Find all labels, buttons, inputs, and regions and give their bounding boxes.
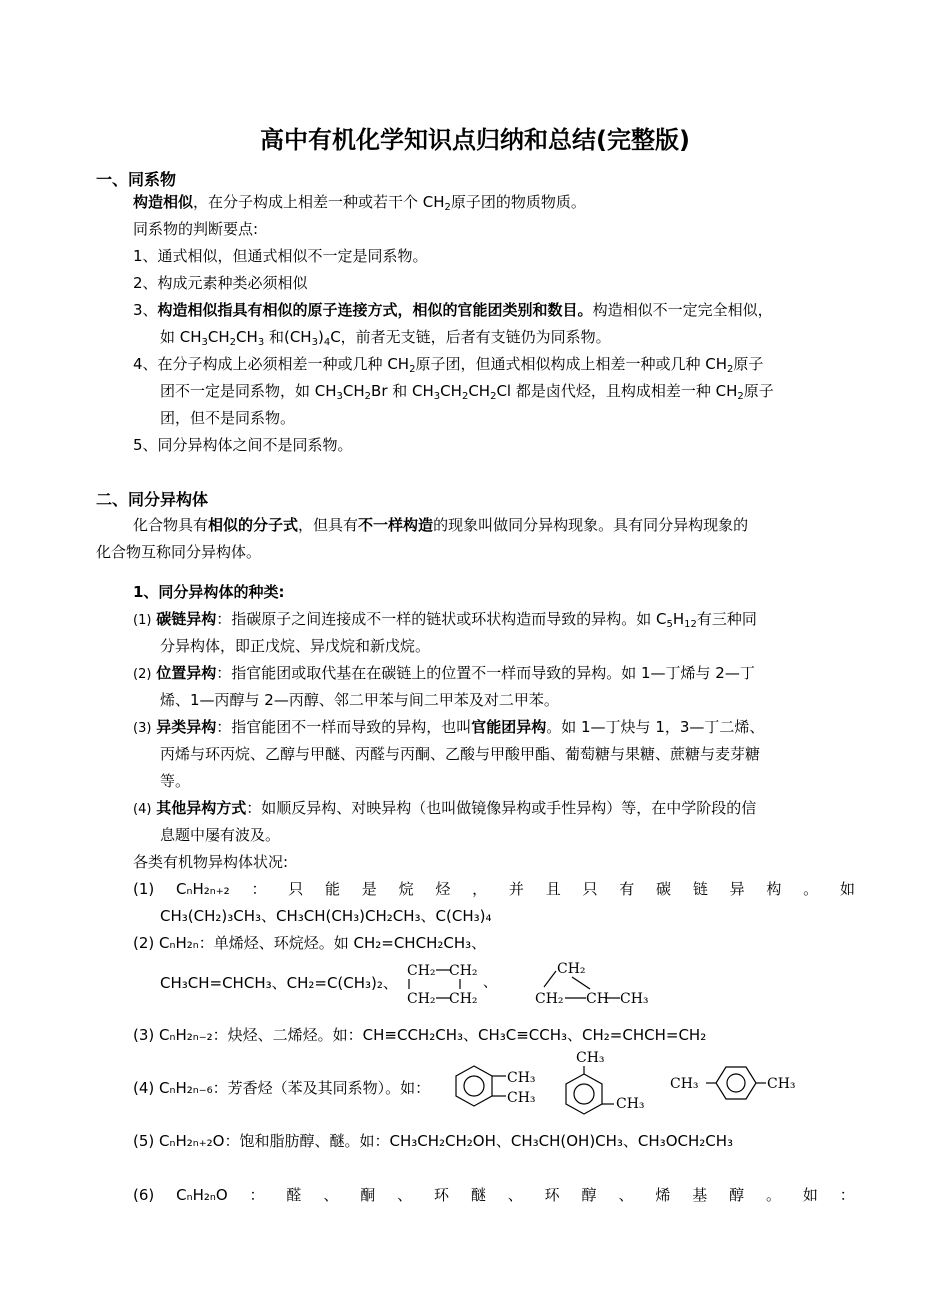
atom-label: CH₂	[449, 991, 478, 1007]
aromatic-circle	[464, 1076, 484, 1096]
spaced-word: 醇	[581, 1186, 597, 1204]
atom-label: CH₃	[507, 1090, 536, 1106]
spaced-word: ：	[249, 1186, 265, 1204]
sec1-item-5: 5、同分异构体之间不是同系物。	[133, 436, 353, 454]
spaced-word: 能	[325, 880, 341, 898]
sec2-definition-cont: 化合物互称同分异构体。	[96, 543, 262, 561]
methylcyclopropane-structure	[530, 955, 660, 1011]
spaced-word: 酮	[360, 1186, 376, 1204]
cyclobutane-structure	[400, 955, 500, 1011]
isomer-type-3-cont: 丙烯与环丙烷、乙醇与甲醚、丙醛与丙酮、乙酸与甲酸甲酯、葡萄糖与果糖、蔗糖与麦芽糖	[160, 745, 761, 763]
atom-label: CH₃	[670, 1076, 699, 1092]
p-xylene-structure	[668, 1062, 808, 1106]
spaced-word: 。	[803, 880, 819, 898]
atom-label: CH₃	[507, 1070, 536, 1086]
atom-label: CH₂	[407, 963, 436, 979]
spaced-word: 。	[766, 1186, 782, 1204]
atom-label: CH₃	[576, 1050, 605, 1066]
atom-label: CH₂	[449, 963, 478, 979]
spaced-word: 环	[544, 1186, 560, 1204]
spaced-word: 只	[582, 880, 598, 898]
isomer-type-1: (1) 碳链异构：指碳原子之间连接成不一样的链状或环状构造而导致的异构。如 $C_5H_{12}$有三种同	[133, 610, 757, 630]
spaced-word: ：	[839, 1186, 855, 1204]
atom-label: CH	[586, 991, 609, 1007]
spaced-word: 、	[323, 1186, 339, 1204]
isomer-type-2: (2) 位置异构：指官能团或取代基在在碳链上的位置不一样而导致的异构。如 1—丁烯与 2—丁	[133, 664, 755, 682]
spaced-word: 是	[361, 880, 377, 898]
spaced-word: 环	[433, 1186, 449, 1204]
spaced-word: 并	[508, 880, 524, 898]
spaced-word: 烯	[655, 1186, 671, 1204]
spaced-word: (1)	[133, 880, 155, 898]
case-2: (2) CₙH₂ₙ：单烯烃、环烷烃。如 CH₂=CHCH₂CH₃、	[133, 934, 487, 952]
spaced-word: 、	[618, 1186, 634, 1204]
isomer-type-4-cont: 息题中屡有波及。	[160, 826, 281, 844]
sec1-item-2: 2、构成元素种类必须相似	[133, 274, 308, 292]
spaced-word: 如	[839, 880, 855, 898]
isomer-type-3-cont2: 等。	[160, 772, 191, 790]
spaced-word: 链	[692, 880, 708, 898]
spaced-word: 如	[802, 1186, 818, 1204]
spaced-word: 、	[507, 1186, 523, 1204]
sec1-item-4: 4、在分子构成上必须相差一种或几种 $CH_2$原子团，但通式相似构成上相差一种或几种 $CH_2$原子	[133, 355, 764, 375]
spaced-word: 烃	[435, 880, 451, 898]
isomer-type-1-cont: 分异构体，即正戊烷、异戊烷和新戊烷。	[160, 637, 431, 655]
spaced-word: 构	[766, 880, 782, 898]
section-heading-homologues: 一、同系物	[96, 170, 177, 189]
spaced-word: 碳	[656, 880, 672, 898]
bond	[544, 971, 556, 987]
spaced-word: 异	[729, 880, 745, 898]
sec1-item-3: 3、构造相似指具有相似的原子连接方式，相似的官能团类别和数目。构造相似不一定完全相似，	[133, 301, 773, 319]
benzene-ring	[456, 1066, 492, 1106]
sec1-item-4-cont: 团不一定是同系物，如 $CH_3CH_2Br$ 和 $CH_3CH_2CH_2Cl$ 都是卤代烃，且构成相差一种 $CH_2$原子	[160, 382, 774, 402]
sec1-item-4-cont2: 团，但不是同系物。	[160, 409, 296, 427]
section-heading-isomers: 二、同分异构体	[96, 490, 209, 509]
case-1-line	[133, 876, 855, 903]
atom-label: CH₂	[407, 991, 436, 1007]
case-4: (4) CₙH₂ₙ₋₆：芳香烃（苯及其同系物）。如：	[133, 1079, 431, 1097]
sub-heading-isomer-types: 1、同分异构体的种类:	[133, 583, 285, 601]
isomer-cases-intro: 各类有机物异构体状况:	[133, 853, 289, 871]
spaced-word: 只	[288, 880, 304, 898]
spaced-word: ，	[472, 880, 488, 898]
case-3: (3) CₙH₂ₙ₋₂：炔烃、二烯烃。如：CH≡CCH₂CH₃、CH₃C≡CCH₃、CH₂=CHCH=CH₂	[133, 1026, 707, 1044]
atom-label: CH₂	[535, 991, 564, 1007]
spaced-word: ：	[251, 880, 267, 898]
bond	[572, 977, 590, 989]
atom-label: CH₃	[767, 1076, 796, 1092]
sec1-criteria-intro: 同系物的判断要点:	[133, 220, 259, 238]
spaced-word: 醇	[729, 1186, 745, 1204]
sec1-item-1: 1、通式相似，但通式相似不一定是同系物。	[133, 247, 428, 265]
bold-term: 构造相似	[133, 193, 194, 211]
atom-label: CH₃	[620, 991, 649, 1007]
isomer-type-3: (3) 异类异构：指官能团不一样而导致的异构，也叫官能团异构。如 1—丁炔与 1，3—丁二烯、	[133, 718, 765, 736]
sec1-definition: 构造相似，在分子构成上相差一种或若干个 $CH_2$原子团的物质物质。	[133, 193, 586, 213]
aromatic-circle	[727, 1074, 745, 1092]
sec1-item-3-cont: 如 $CH_3CH_2CH_3$ 和$(CH_3)_4C$，前者无支链，后者有支链仍为同系物。	[160, 328, 611, 348]
atom-label: CH₃	[616, 1096, 645, 1112]
page-title: 高中有机化学知识点归纳和总结(完整版)	[260, 126, 690, 154]
spaced-word: 有	[619, 880, 635, 898]
spaced-word: (6)	[133, 1186, 155, 1204]
m-xylene-structure	[560, 1046, 660, 1116]
isomer-type-2-cont: 烯、1—丙醇与 2—丙醇、邻二甲苯与间二甲苯及对二甲苯。	[160, 691, 559, 709]
case-6-line	[133, 1182, 855, 1209]
case-5: (5) CₙH₂ₙ₊₂O：饱和脂肪醇、醚。如：CH₃CH₂CH₂OH、CH₃CH(OH)CH₃、CH₃OCH₂CH₃	[133, 1132, 734, 1150]
sec2-definition: 化合物具有相似的分子式，但具有不一样构造的现象叫做同分异构现象。具有同分异构现象的	[133, 516, 749, 534]
case-2-examples: CH₃CH=CHCH₃、CH₂=C(CH₃)₂、	[160, 974, 398, 992]
benzene-ring	[566, 1074, 602, 1114]
spaced-word: 醚	[470, 1186, 486, 1204]
benzene-ring	[716, 1067, 756, 1099]
separator: 、	[483, 975, 497, 991]
aromatic-circle	[574, 1084, 594, 1104]
case-1-examples: CH₃(CH₂)₃CH₃、CH₃CH(CH₃)CH₂CH₃、C(CH₃)₄	[160, 907, 492, 925]
spaced-word: 烷	[398, 880, 414, 898]
spaced-word: 基	[692, 1186, 708, 1204]
spaced-word: CₙH₂ₙO	[176, 1186, 228, 1204]
spaced-word: 醛	[286, 1186, 302, 1204]
spaced-word: CₙH₂ₙ₊₂	[176, 880, 230, 898]
spaced-word: 且	[545, 880, 561, 898]
spaced-word: 、	[397, 1186, 413, 1204]
o-xylene-structure	[452, 1058, 552, 1114]
atom-label: CH₂	[557, 961, 586, 977]
isomer-type-4: (4) 其他异构方式：如顺反异构、对映异构（也叫做镜像异构或手性异构）等，在中学阶段的信	[133, 799, 757, 817]
